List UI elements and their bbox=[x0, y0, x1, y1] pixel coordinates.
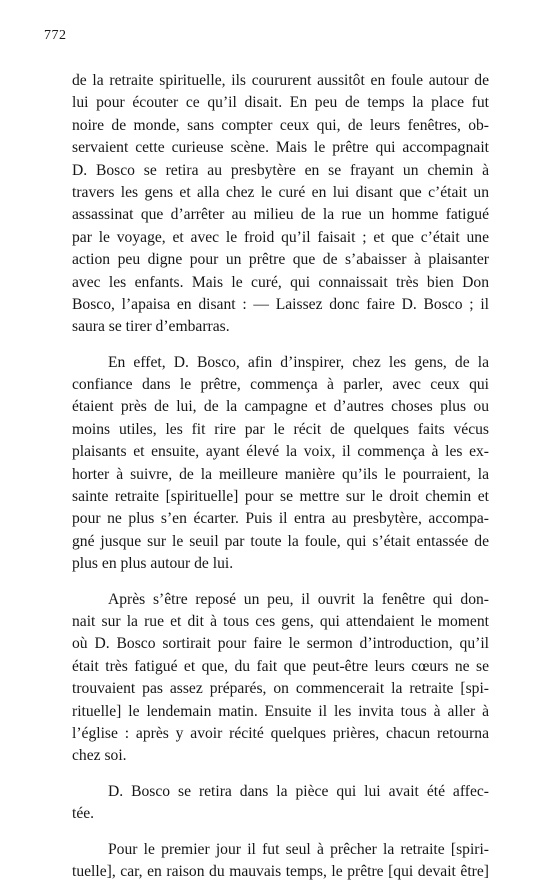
text-line: D. Bosco se retira au presbytère en se frayant un chemin à bbox=[72, 161, 489, 179]
paragraph-2 bbox=[72, 352, 489, 576]
text-line: Bosco, l’apaisa en disant : — Laissez donc faire D. Bosco ; il bbox=[72, 295, 489, 313]
paragraph-3 bbox=[72, 589, 489, 768]
paragraph-5 bbox=[72, 839, 489, 884]
text-line: plaisants et ensuite, ayant élevé la voix, il commença à les ex- bbox=[72, 443, 489, 461]
text-line: gné jusque sur le seuil par toute la foule, qui s’était entassée de bbox=[72, 532, 489, 550]
text-line: chez soi. bbox=[72, 747, 127, 765]
text-line: sainte retraite [spirituelle] pour se mettre sur le droit chemin et bbox=[72, 488, 489, 506]
text-line: plus en plus autour de lui. bbox=[72, 555, 234, 573]
text-line: servaient cette curieuse scène. Mais le prêtre qui accompagnait bbox=[72, 139, 489, 157]
paragraph-1 bbox=[72, 70, 489, 339]
text-line: assassinat que d’arrêter au milieu de la rue un homme fatigué bbox=[72, 206, 489, 224]
text-line: D. Bosco se retira dans la pièce qui lui avait été affec- bbox=[108, 782, 489, 800]
text-line: trouvaient pas assez préparés, on commencerait la retraite [spi- bbox=[72, 680, 489, 698]
text-line: En effet, D. Bosco, afin d’inspirer, chez les gens, de la bbox=[108, 353, 489, 371]
text-line: avec les enfants. Mais le curé, qui connaissait très bien Don bbox=[72, 273, 489, 291]
text-line: travers les gens et alla chez le curé en lui disant que c’était un bbox=[72, 183, 489, 201]
text-line: Pour le premier jour il fut seul à prêcher la retraite [spiri- bbox=[108, 840, 489, 858]
text-line: tée. bbox=[72, 805, 95, 823]
text-line: noire de monde, sans compter ceux qui, de leurs fenêtres, ob- bbox=[72, 116, 489, 134]
text-line: par le voyage, et avec le froid qu’il faisait ; et que c’était une bbox=[72, 228, 489, 246]
text-line: action peu digne pour un prêtre que de s’abaisser à plaisanter bbox=[72, 251, 489, 269]
text-line: Après s’être reposé un peu, il ouvrit la fenêtre qui don- bbox=[108, 590, 489, 608]
text-line: de la retraite spirituelle, ils coururent aussitôt en foule autour de bbox=[72, 72, 489, 89]
text-line: où D. Bosco sortirait pour faire le sermon d’introduction, qu’il bbox=[72, 635, 489, 653]
text-line: pour ne plus s’en écarter. Puis il entra au presbytère, accompa- bbox=[72, 510, 489, 528]
text-line: saura se tirer d’embarras. bbox=[72, 318, 230, 336]
text-line: l’église : après y avoir récité quelques prières, chacun retourna bbox=[72, 724, 489, 742]
text-line: tuelle], car, en raison du mauvais temps, le prêtre [qui devait être] bbox=[72, 862, 489, 880]
body-text bbox=[72, 70, 489, 896]
text-line: était très fatigué et que, du fait que peut-être leurs cœurs ne se bbox=[72, 657, 489, 675]
text-line: confiance dans le prêtre, commença à parler, avec ceux qui bbox=[72, 376, 489, 394]
text-line: lui pour écouter ce qu’il disait. En peu de temps la place fut bbox=[72, 94, 489, 112]
text-line: nait sur la rue et dit à tous ces gens, qui attendaient le moment bbox=[72, 612, 489, 630]
text-line: étaient près de lui, de la campagne et d’autres choses plus ou bbox=[72, 398, 489, 416]
page-number: 772 bbox=[44, 28, 67, 43]
paragraph-4 bbox=[72, 781, 489, 826]
text-line: moins utiles, les fit rire par le récit de quelques faits vécus bbox=[72, 420, 489, 438]
text-line: horter à suivre, de la meilleure manière qu’ils le pourraient, la bbox=[72, 465, 489, 483]
text-line: rituelle] le lendemain matin. Ensuite il les invita tous à aller à bbox=[72, 702, 489, 720]
